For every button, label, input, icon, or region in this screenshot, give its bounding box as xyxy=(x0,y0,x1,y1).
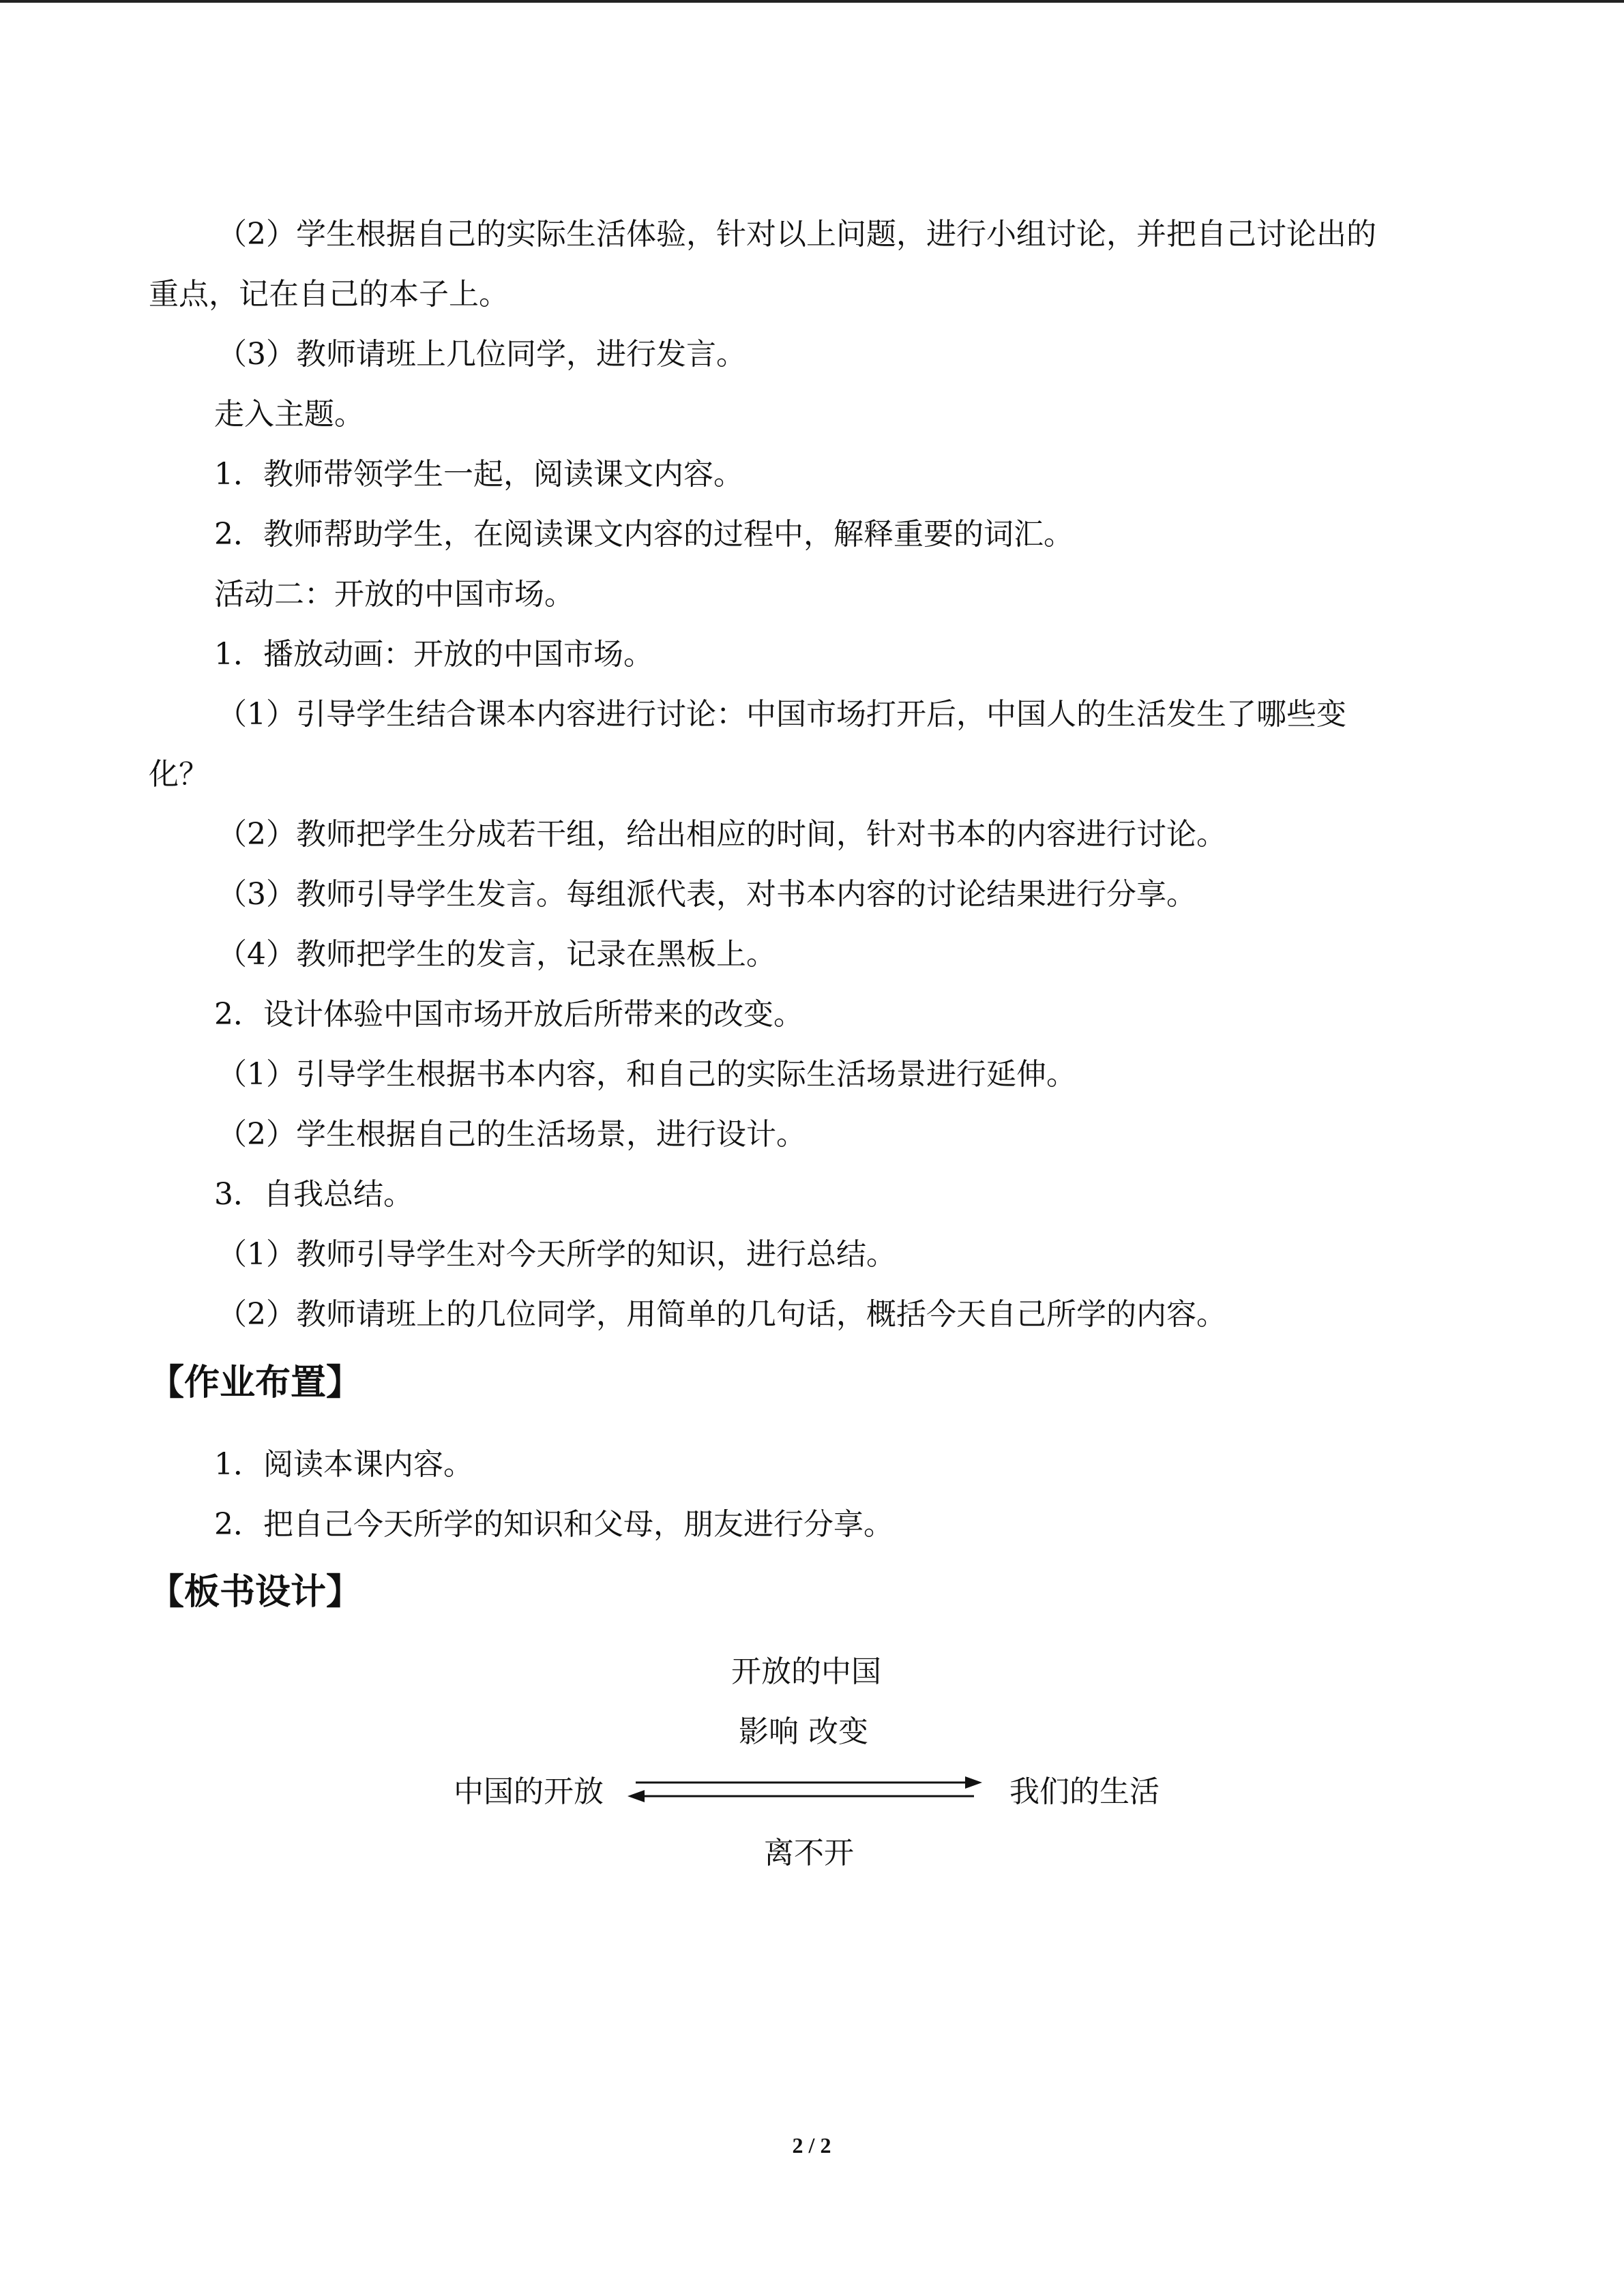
homework-heading: 【作业布置】 xyxy=(149,1362,362,1403)
body-line: （2）学生根据自己的实际生活体验，针对以上问题，进行小组讨论，并把自己讨论出的 xyxy=(217,217,1376,252)
board-right-node: 我们的生活 xyxy=(1009,1774,1160,1809)
body-line: 3．自我总结。 xyxy=(214,1177,413,1212)
body-line: 化？ xyxy=(149,757,209,792)
body-line: （3）教师引导学生发言。每组派代表，对书本内容的讨论结果进行分享。 xyxy=(217,877,1196,912)
homework-item: 2．把自己今天所学的知识和父母，朋友进行分享。 xyxy=(214,1507,894,1542)
board-lower-label: 离不开 xyxy=(764,1836,854,1870)
body-line: 2．教师帮助学生，在阅读课文内容的过程中，解释重要的词汇。 xyxy=(214,517,1074,552)
body-line: 走入主题。 xyxy=(214,397,364,432)
top-border xyxy=(0,0,1624,3)
body-line: （3）教师请班上几位同学，进行发言。 xyxy=(217,337,746,372)
body-line: 1．播放动画：开放的中国市场。 xyxy=(214,637,653,672)
board-upper-label: 影响 改变 xyxy=(739,1714,868,1749)
homework-item: 1．阅读本课内容。 xyxy=(214,1447,473,1482)
body-line: （1）教师引导学生对今天所学的知识，进行总结。 xyxy=(217,1237,896,1272)
page-number: 2 / 2 xyxy=(792,2133,831,2158)
body-line: （2）学生根据自己的生活场景，进行设计。 xyxy=(217,1117,806,1152)
body-line: 活动二：开放的中国市场。 xyxy=(214,577,574,612)
body-line: （2）教师把学生分成若干组，给出相应的时间，针对书本的内容进行讨论。 xyxy=(217,817,1226,852)
board-design-heading: 【板书设计】 xyxy=(149,1571,362,1613)
body-line: （4）教师把学生的发言，记录在黑板上。 xyxy=(217,937,776,972)
body-line: （1）引导学生根据书本内容，和自己的实际生活场景进行延伸。 xyxy=(217,1057,1076,1092)
body-line: 重点，记在自己的本子上。 xyxy=(149,277,509,312)
board-title: 开放的中国 xyxy=(731,1654,881,1689)
body-line: （1）引导学生结合课本内容进行讨论：中国市场打开后，中国人的生活发生了哪些变 xyxy=(217,697,1346,732)
board-left-node: 中国的开放 xyxy=(454,1774,604,1809)
body-line: 1．教师带领学生一起，阅读课文内容。 xyxy=(214,457,743,492)
double-arrow-icon xyxy=(621,1769,989,1810)
body-line: （2）教师请班上的几位同学，用简单的几句话，概括今天自己所学的内容。 xyxy=(217,1297,1226,1332)
body-line: 2．设计体验中国市场开放后所带来的改变。 xyxy=(214,997,803,1032)
